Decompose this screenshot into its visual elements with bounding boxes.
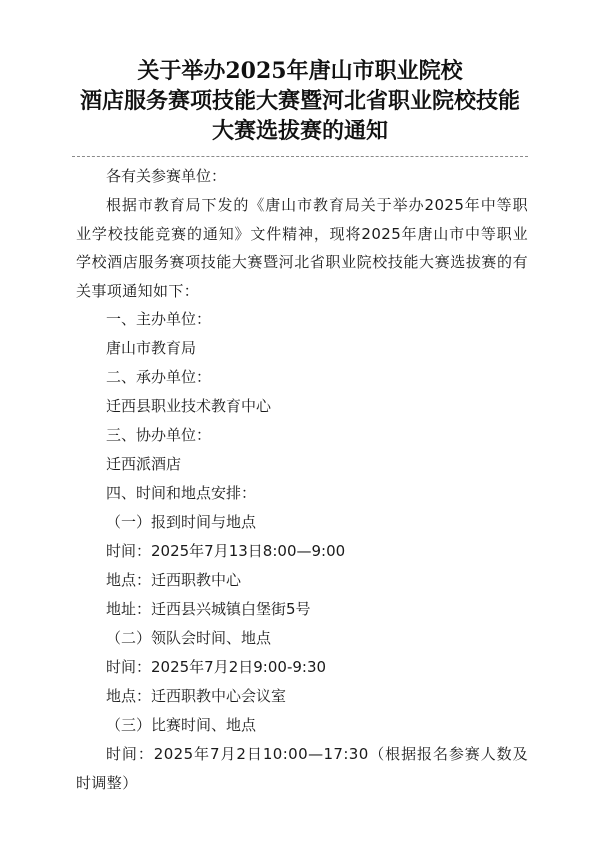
section-1-content: 唐山市教育局 (106, 339, 197, 357)
salutation: 各有关参赛单位： (106, 167, 227, 185)
sub-1-place: 地点：迁西职教中心 (106, 571, 242, 589)
sub-1-heading: （一）报到时间与地点 (106, 513, 257, 531)
title-divider (72, 156, 528, 157)
section-1-heading: 一、主办单位： (106, 310, 212, 328)
section-3-heading: 三、协办单位： (106, 426, 212, 444)
title-line-1: 关于举办2025年唐山市职业院校 (137, 58, 463, 84)
sub-2-place: 地点：迁西职教中心会议室 (106, 687, 287, 705)
document-title (0, 56, 600, 146)
section-4-heading: 四、时间和地点安排： (106, 484, 257, 502)
sub-3-heading: （三）比赛时间、地点 (106, 716, 257, 734)
sub-3-time: 时间：2025年7月2日10:00—17:30（根据报名参赛人数及时调整） (76, 745, 528, 792)
section-2-content: 迁西县职业技术教育中心 (106, 397, 272, 415)
title-line-2: 酒店服务赛项技能大赛暨河北省职业院校技能 (79, 88, 520, 114)
intro-paragraph: 根据市教育局下发的《唐山市教育局关于举办2025年中等职业学校技能竞赛的通知》文件精神，现将2025年唐山市中等职业学校酒店服务赛项技能大赛暨河北省职业院校技能大赛选拔赛的有关事项通知如下： (76, 196, 528, 300)
sub-2-time: 时间：2025年7月2日9:00-9:30 (106, 658, 327, 676)
title-line-3: 大赛选拔赛的通知 (211, 118, 388, 144)
section-3-content: 迁西派酒店 (106, 455, 182, 473)
sub-1-time: 时间：2025年7月13日8:00—9:00 (106, 542, 346, 560)
sub-2-heading: （二）领队会时间、地点 (106, 629, 272, 647)
sub-1-address: 地址：迁西县兴城镇白堡街5号 (106, 600, 311, 618)
section-2-heading: 二、承办单位： (106, 368, 212, 386)
document-body (76, 162, 528, 797)
